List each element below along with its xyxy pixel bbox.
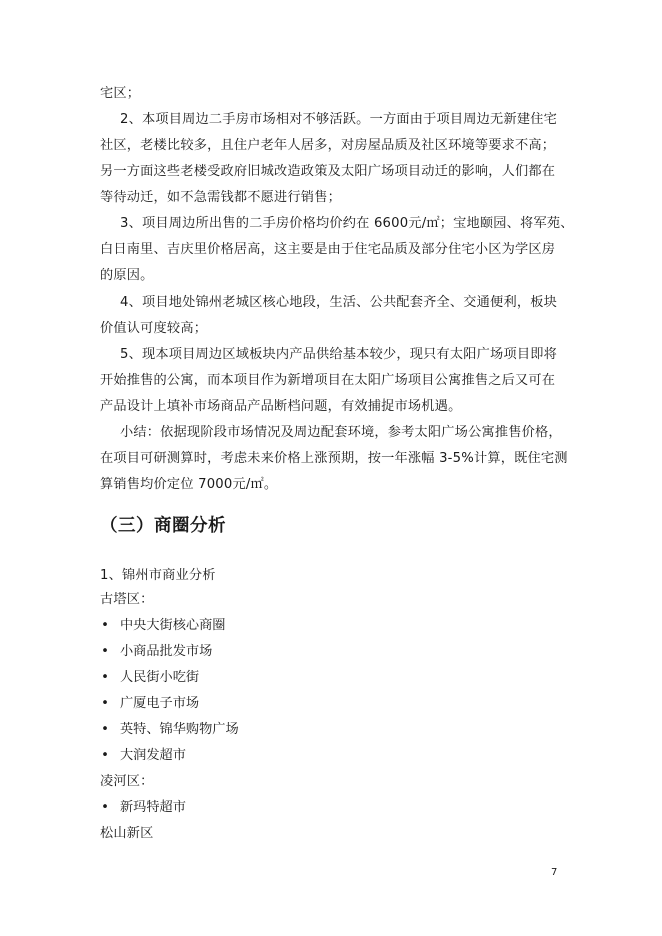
text-line: 等待动迁，如不急需钱都不愿进行销售； [100,190,341,205]
list-item-label: 新玛特超市 [120,800,186,815]
bullet-icon: • [101,644,109,659]
text-line: 白日南里、吉庆里价格居高，这主要是由于住宅品质及部分住宅小区为学区房 [100,242,556,257]
summary-line: 算销售均价定位 7000元/㎡。 [100,477,278,492]
text-line: 5、现本项目周边区域板块内产品供给基本较少，现只有太阳广场项目即将 [120,347,557,362]
bullet-icon: • [101,748,109,763]
text-line: 价值认可度较高； [100,321,208,336]
text-line: 开始推售的公寓，而本项目作为新增项目在太阳广场项目公寓推售之后又可在 [100,373,556,388]
bullet-icon: • [101,696,109,711]
text-line: 3、项目周边所出售的二手房价格均价约在 6600元/㎡；宝地颐园、将军苑、 [120,216,574,231]
page-number: 7 [551,867,558,878]
list-item-label: 广厦电子市场 [120,696,200,711]
text-line: 另一方面这些老楼受政府旧城改造政策及太阳广场项目动迁的影响，人们都在 [100,164,556,179]
list-item-label: 英特、锦华购物广场 [120,722,239,737]
section-heading: （三）商圈分析 [100,516,226,536]
bullet-icon: • [101,800,109,815]
district-name: 松山新区 [100,826,154,841]
summary-line: 在项目可研测算时，考虑未来价格上涨预期，按一年涨幅 3-5%计算，既住宅测 [100,451,568,466]
text-line: 2、本项目周边二手房市场相对不够活跃。一方面由于项目周边无新建住宅 [120,112,557,127]
text-line: 的原因。 [100,268,154,283]
text-line: 产品设计上填补市场商品产品断档问题，有效捕捉市场机遇。 [100,399,462,414]
list-item-label: 中央大街核心商圈 [120,618,226,633]
bullet-icon: • [101,618,109,633]
bullet-icon: • [101,670,109,685]
district-name: 古塔区： [100,592,154,607]
subsection-title: 1、锦州市商业分析 [100,568,216,583]
list-item-label: 小商品批发市场 [120,644,213,659]
district-name: 凌河区： [100,774,154,789]
summary-line: 小结：依据现阶段市场情况及周边配套环境，参考太阳广场公寓推售价格， [120,425,562,440]
list-item-label: 大润发超市 [120,748,186,763]
text-line: 4、项目地处锦州老城区核心地段，生活、公共配套齐全、交通便利，板块 [120,295,557,310]
text-line: 社区，老楼比较多，且住户老年人居多，对房屋品质及社区环境等要求不高； [100,138,556,153]
bullet-icon: • [101,722,109,737]
list-item-label: 人民街小吃街 [120,670,200,685]
text-line: 宅区； [100,86,141,101]
